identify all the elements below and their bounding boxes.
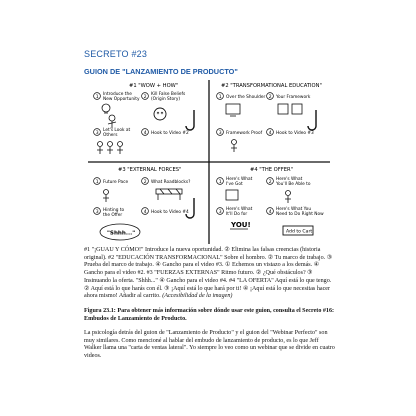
step-number-1-label: 1 (218, 179, 222, 185)
step-number-4-label: 4 (268, 209, 272, 215)
step-number-1-label: 1 (95, 94, 99, 100)
quadrant-2-title: #2 "TRANSFORMATIONAL EDUCATION" (221, 83, 322, 89)
quadrant-4 (217, 167, 325, 235)
image-accessibility-note: (Accesibilidad de la imagen) (162, 293, 233, 300)
step-text: Future Pace (103, 180, 129, 185)
lightbulb-icon (102, 104, 110, 113)
step-text: Over the Shoulder (226, 95, 266, 100)
step-text: I've Got (226, 182, 243, 187)
figure-label: Figura 23.1: Para obtener más información sobre dónde usar este guion, consulta el Secreto #16: Embudos de Lanzamiento de Producto. (84, 308, 335, 322)
step-text: Hook to Video #3 (276, 131, 314, 136)
quadrant-3 (94, 167, 191, 240)
speech-bubble-text: "Shhh..." (107, 230, 136, 237)
quadrant-3-title: #3 "EXTERNAL FORCES" (118, 167, 182, 173)
body-paragraph: La psicología detrás del guion de "Lanzamiento de Producto" y el guion del "Webinar Perfecto" son muy similares. Como mencioné al hablar del embudo de lanzamiento de producto, es lo que Jeff Walker llama una "carta de ventas lateral". Yo siempre lo veo como un webinar que se divide en cuatro videos. (84, 330, 335, 360)
step-number-3-label: 3 (218, 209, 222, 215)
caption-text: #1 "¡GUAU Y CÓMO!" Introduce la nueva oportunidad. ② Elimina las falsas creencias (historia original). #2 "EDUCACIÓN TRANSFORMACIONAL" Sobre el hombro. ② Tu marco de trabajo. ③ Prueba del marco de trabajo. ④ Gancho para el video #3. ① Echemos un vistazo a los demás. ④ Gancho para el video #2. #3 "FUERZAS EXTERNAS" Ritmo futuro. ② ¿Qué obstáculos? ③ Insinuando la oferta. "Shhh..." ④ Gancho para el video #4. #4 "LA OFERTA" Aquí está lo que tengo. ② Aquí está lo que harás con él. ③ ¡Aquí está lo que hará por ti! ④ ¡Aquí está lo que necesitas hacer ahora mismo! Añadir al carrito. (84, 247, 333, 300)
figure-caption (84, 247, 336, 301)
step-text: Here's What (276, 177, 303, 182)
step-text: the Offer (103, 213, 123, 218)
roadblock-icon (156, 189, 182, 200)
step-number-3-label: 3 (95, 130, 99, 136)
step-text: Here's What (226, 207, 253, 212)
step-text: Introduce the (103, 92, 132, 97)
step-number-4-label: 4 (268, 130, 272, 136)
stick-figure-icon (285, 191, 291, 204)
step-number-4-label: 4 (143, 130, 147, 136)
computer-icon (226, 104, 240, 116)
hook-icon (186, 110, 194, 130)
step-text: Let's Look at (103, 128, 131, 133)
secret-title: SECRETO #23 (84, 49, 148, 59)
step-text: Need to Do Right Now (276, 212, 324, 217)
step-number-3-label: 3 (95, 209, 99, 215)
step-text: Here's What You (276, 207, 312, 212)
step-number-1-label: 1 (95, 179, 99, 185)
step-text: It'll Do for (226, 212, 248, 217)
add-to-cart-label: Add to Cart (286, 229, 313, 235)
step-text: Hook to Video #2 (151, 131, 189, 136)
quadrant-1-title: #1 "WOW + HOW" (129, 83, 179, 89)
step-text: Here's What (226, 177, 253, 182)
secret-subtitle: GUION DE "LANZAMIENTO DE PRODUCTO" (84, 67, 238, 76)
step-text: What Roadblocks? (151, 180, 191, 185)
quadrant-1 (94, 83, 189, 154)
step-text: Hook to Video #4 (151, 210, 189, 215)
step-number-2-label: 2 (268, 94, 272, 100)
step-number-3-label: 3 (218, 130, 222, 136)
step-text: Framework Proof (226, 131, 263, 136)
step-text: Others (103, 133, 118, 138)
box-icon (226, 190, 238, 200)
framework-icon (278, 104, 302, 114)
step-number-2-label: 2 (143, 94, 147, 100)
stick-figure-icon (231, 140, 237, 153)
step-text: You'll Be Able to (276, 182, 311, 187)
step-text: Your Framework (276, 95, 311, 100)
step-text: Kill False Beliefs (151, 92, 186, 97)
quadrant-2 (217, 83, 322, 152)
step-text: New Opportunity (103, 97, 140, 102)
quadrant-4-title: #4 "THE OFFER" (250, 167, 293, 173)
step-number-2-label: 2 (268, 179, 272, 185)
stick-figure-icon (108, 115, 116, 128)
product-launch-diagram (84, 78, 334, 246)
stick-figure-icon (103, 190, 109, 203)
hook-icon (308, 110, 316, 130)
step-number-1-label: 1 (218, 94, 222, 100)
you-label: YOU! (231, 221, 251, 229)
skull-icon (154, 108, 166, 120)
people-group-icon (97, 142, 123, 155)
step-text: (Origin Story) (151, 97, 181, 102)
step-text: Hinting to (103, 208, 125, 213)
hook-icon (186, 198, 194, 218)
step-number-2-label: 2 (143, 179, 147, 185)
step-number-4-label: 4 (143, 209, 147, 215)
